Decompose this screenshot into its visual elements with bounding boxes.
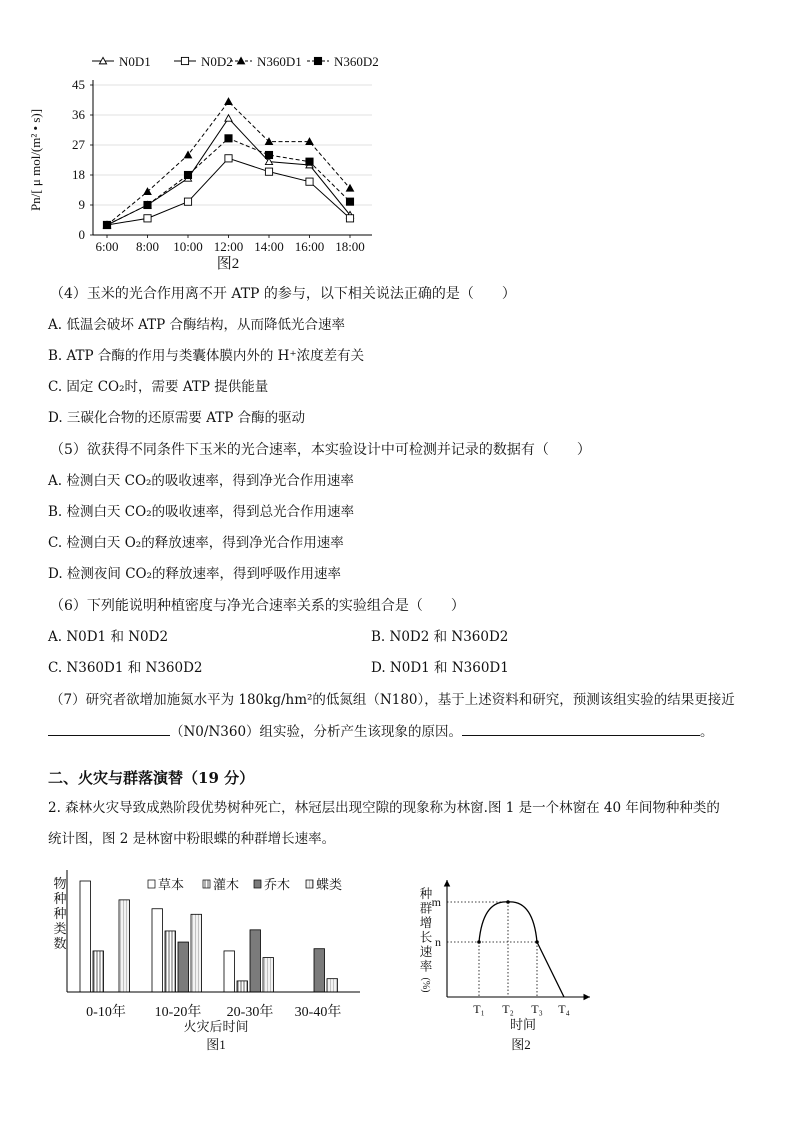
growth-ylabel-unit: (%) xyxy=(420,977,431,993)
bar-ylabel-char: 种 xyxy=(53,906,67,921)
pn-legend-marker xyxy=(314,57,321,64)
bar-草本-0-10年 xyxy=(80,881,91,992)
q4-option-d: D. 三碳化合物的还原需要 ATP 合酶的驱动 xyxy=(48,410,306,426)
q2-text-line1: 2. 森林火灾导致成熟阶段优势树种死亡，林冠层出现空隙的现象称为林窗.图 1 是一个林窗在 40 年间物种种类的 xyxy=(48,800,720,816)
pn-chart-ylabel: Pn/[ μ mol/(m² • s)] xyxy=(28,108,43,212)
q7-line2-end: 。 xyxy=(700,724,714,740)
pn-xtick-label: 8:00 xyxy=(135,239,160,254)
bar-chart-axes xyxy=(67,870,360,1020)
q4-option-c: C. 固定 CO₂时，需要 ATP 提供能量 xyxy=(48,379,269,395)
pn-xtick-label: 16:00 xyxy=(294,239,325,254)
pn-point-N0D2 xyxy=(306,178,313,185)
bar-ylabel-char: 数 xyxy=(53,936,67,951)
pn-xtick-label: 18:00 xyxy=(335,239,365,254)
bar-蝶类-20-30年 xyxy=(263,958,274,992)
growth-ylabel-char: 速 xyxy=(419,945,433,959)
bar-legend-label: 草本 xyxy=(158,877,185,892)
pn-point-N360D2 xyxy=(225,135,232,142)
pn-xtick-label: 14:00 xyxy=(254,239,284,254)
pn-legend-label: N360D1 xyxy=(257,54,302,69)
pn-chart-series xyxy=(103,98,353,229)
pn-point-N0D2 xyxy=(184,198,191,205)
pn-point-N360D2 xyxy=(346,198,353,205)
bar-ylabel-char: 种 xyxy=(53,891,67,906)
growth-ylabel-char: 长 xyxy=(419,930,433,945)
bar-蝶类-10-20年 xyxy=(191,914,202,992)
pn-point-N0D2 xyxy=(265,168,272,175)
pn-ytick-label: 9 xyxy=(78,197,85,212)
growth-ylabel-char: 增 xyxy=(419,916,433,930)
q5-option-d: D. 检测夜间 CO₂的释放速率，得到呼吸作用速率 xyxy=(48,566,342,582)
growth-xtick-label: T₁ xyxy=(473,1002,485,1016)
q4-stem: （4）玉米的光合作用离不开 ATP 的参与，以下相关说法正确的是（ ） xyxy=(50,286,516,302)
pn-xtick-label: 6:00 xyxy=(95,239,119,254)
q5-option-c: C. 检测白天 O₂的释放速率，得到净光合作用速率 xyxy=(48,535,344,551)
q6-stem: （6）下列能说明种植密度与净光合速率关系的实验组合是（ ） xyxy=(50,598,465,614)
bar-草本-10-20年 xyxy=(152,909,163,992)
pn-ytick-label: 18 xyxy=(72,167,85,182)
growth-ylabel-char: 率 xyxy=(419,959,433,974)
pn-point-N360D1 xyxy=(225,98,232,104)
bar-chart-caption: 图1 xyxy=(206,1037,226,1052)
bar-category-label: 0-10年 xyxy=(86,1005,126,1020)
pn-chart-caption: 图2 xyxy=(216,256,240,272)
growth-rate-chart xyxy=(420,880,590,1052)
pn-ytick-label: 36 xyxy=(72,107,85,122)
q5-option-b: B. 检测白天 CO₂的吸收速率，得到总光合作用速率 xyxy=(48,504,355,520)
q6-option-a: A. N0D1 和 N0D2 xyxy=(48,629,169,645)
pn-legend-label: N0D2 xyxy=(201,54,233,69)
bar-category-label: 30-40年 xyxy=(294,1005,342,1020)
bar-ylabel-char: 物 xyxy=(53,876,67,891)
pn-point-N360D1 xyxy=(346,185,353,191)
q4-option-a: A. 低温会破坏 ATP 合酶结构，从而降低光合速率 xyxy=(48,317,346,333)
pn-chart-legend xyxy=(92,54,379,69)
bar-灌木-20-30年 xyxy=(237,981,248,992)
pn-point-N360D2 xyxy=(144,201,151,208)
growth-xtick-label: T₄ xyxy=(558,1002,570,1016)
pn-point-N0D2 xyxy=(225,155,232,162)
pn-line-chart xyxy=(28,54,379,272)
pn-xtick-label: 10:00 xyxy=(173,239,203,254)
q7-line1: （7）研究者欲增加施氮水平为 180kg/hm²的低氮组（N180），基于上述资料和研究，预测该组实验的结果更接近 xyxy=(50,692,735,708)
bar-灌木-0-10年 xyxy=(93,951,104,992)
growth-chart-xlabel: 时间 xyxy=(509,1017,537,1032)
bar-chart-bars xyxy=(80,881,338,992)
pn-legend-label: N0D1 xyxy=(119,54,151,69)
q7-line2 xyxy=(48,721,714,742)
growth-chart-caption: 图2 xyxy=(511,1037,531,1052)
bar-legend-swatch xyxy=(306,880,313,888)
bar-蝶类-0-10年 xyxy=(119,900,130,992)
bar-category-label: 10-20年 xyxy=(154,1005,202,1020)
pn-point-N360D2 xyxy=(184,171,191,178)
bar-legend-label: 蝶类 xyxy=(316,877,343,892)
pn-ytick-label: 0 xyxy=(78,227,85,242)
pn-point-N360D2 xyxy=(103,221,110,228)
bar-蝶类-30-40年 xyxy=(327,979,338,992)
pn-legend-marker xyxy=(181,57,188,64)
pn-ytick-label: 45 xyxy=(72,77,85,92)
growth-curve xyxy=(479,902,564,997)
bar-legend-swatch xyxy=(148,880,155,888)
pn-legend-label: N360D2 xyxy=(334,54,379,69)
pn-point-N0D1 xyxy=(225,115,232,121)
pn-legend-marker xyxy=(237,57,244,63)
q2-text-line2: 统计图，图 2 是林窗中粉眼蝶的种群增长速率。 xyxy=(48,831,336,847)
bar-ylabel-char: 类 xyxy=(53,921,67,936)
bar-chart-xlabel: 火灾后时间 xyxy=(183,1019,249,1034)
pn-point-N0D2 xyxy=(144,215,151,222)
bar-legend-swatch xyxy=(254,880,261,888)
bar-legend-label: 乔木 xyxy=(264,877,291,892)
bar-category-label: 20-30年 xyxy=(226,1005,274,1020)
species-bar-chart xyxy=(53,870,360,1052)
pn-point-N360D2 xyxy=(306,158,313,165)
pn-point-N360D1 xyxy=(265,138,272,144)
pn-point-N360D2 xyxy=(265,151,272,158)
q7-answer-blank-1[interactable] xyxy=(48,721,170,736)
bar-legend-label: 灌木 xyxy=(213,877,240,892)
q6-option-b: B. N0D2 和 N360D2 xyxy=(371,629,509,645)
q4-option-b: B. ATP 合酶的作用与类囊体膜内外的 H⁺浓度差有关 xyxy=(48,348,365,364)
bar-chart-legend xyxy=(148,877,342,892)
bar-乔木-10-20年 xyxy=(178,942,189,992)
q6-option-d: D. N0D1 和 N360D1 xyxy=(371,660,509,676)
bar-乔木-30-40年 xyxy=(314,949,325,992)
growth-point xyxy=(506,900,510,904)
bar-legend-swatch xyxy=(203,880,210,888)
bar-草本-20-30年 xyxy=(224,951,235,992)
pn-ytick-label: 27 xyxy=(72,137,85,152)
growth-ytick-label: m xyxy=(431,895,441,909)
q7-line2-mid: （N0/N360）组实验，分析产生该现象的原因。 xyxy=(170,724,463,740)
bar-chart-ylabel xyxy=(53,876,66,951)
pn-point-N0D2 xyxy=(346,215,353,222)
growth-xtick-label: T₃ xyxy=(531,1002,543,1016)
growth-point xyxy=(477,940,481,944)
growth-point xyxy=(535,940,539,944)
growth-chart-plot xyxy=(432,880,590,1016)
q7-answer-blank-2[interactable] xyxy=(462,721,700,736)
section-2-title: 二、火灾与群落演替（19 分） xyxy=(48,769,255,787)
growth-ytick-label: n xyxy=(435,935,441,949)
growth-ylabel-char: 种 xyxy=(419,887,433,901)
q5-stem: （5）欲获得不同条件下玉米的光合速率，本实验设计中可检测并记录的数据有（ ） xyxy=(50,442,591,458)
q5-option-a: A. 检测白天 CO₂的吸收速率，得到净光合作用速率 xyxy=(48,473,354,489)
pn-xtick-label: 12:00 xyxy=(213,239,244,254)
growth-ylabel-char: 群 xyxy=(419,901,433,916)
q6-option-c: C. N360D1 和 N360D2 xyxy=(48,660,203,676)
pn-point-N360D1 xyxy=(144,188,151,194)
growth-xtick-label: T₂ xyxy=(502,1002,514,1016)
bar-灌木-10-20年 xyxy=(165,931,176,992)
pn-series-line-N0D2 xyxy=(107,158,350,225)
bar-乔木-20-30年 xyxy=(250,930,261,992)
